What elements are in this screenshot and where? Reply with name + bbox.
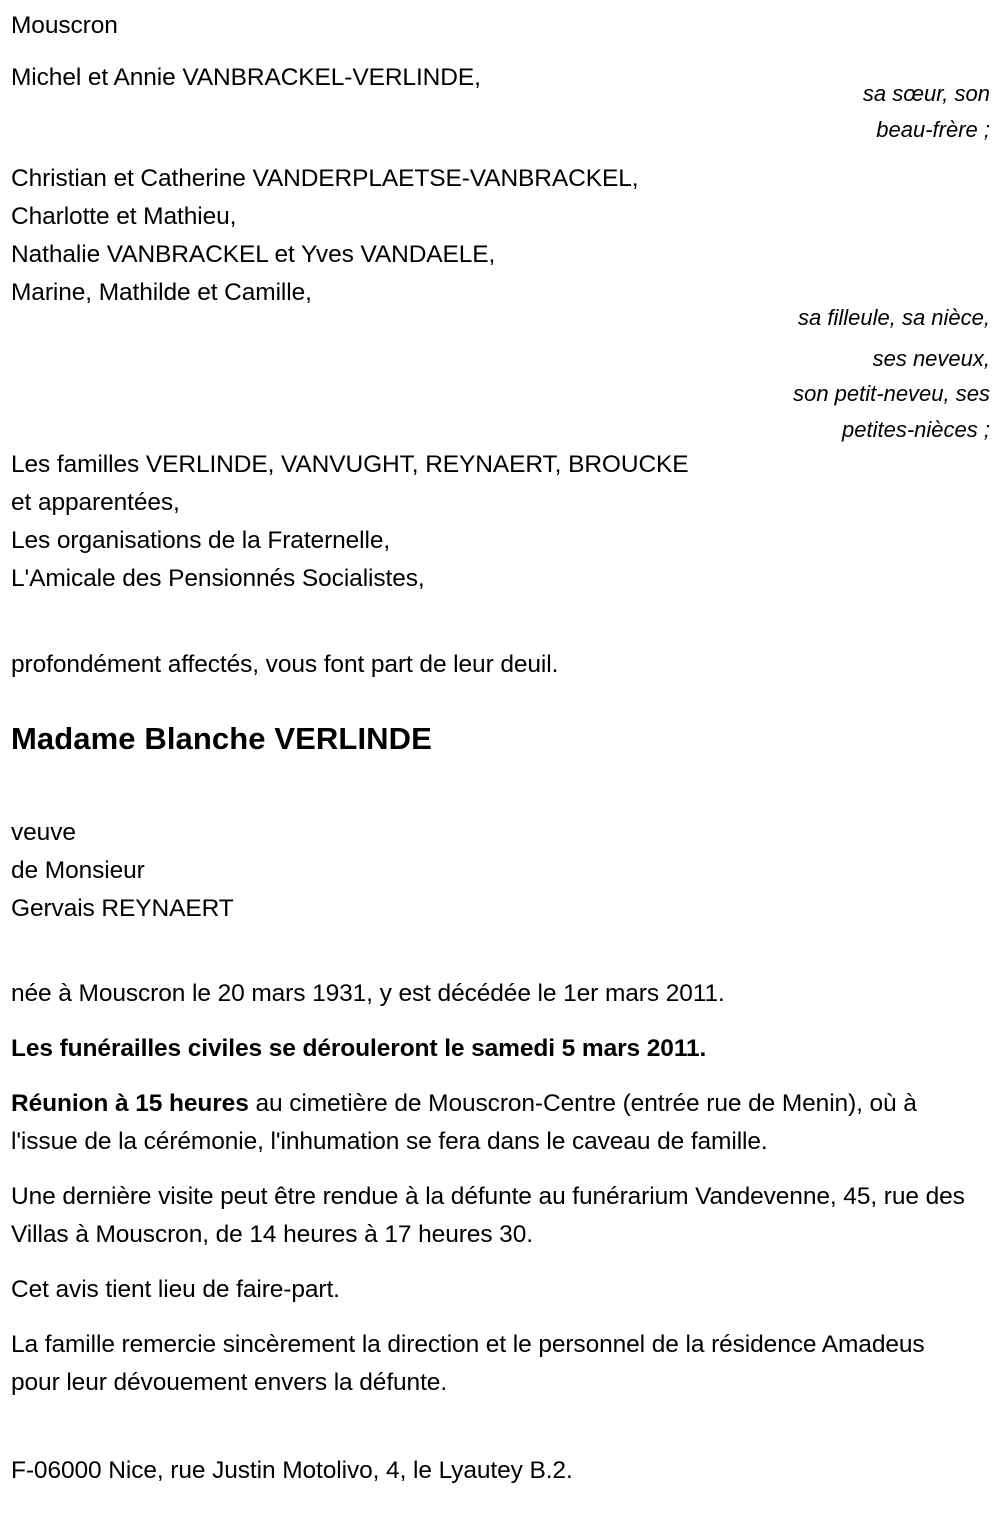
announcer-line: Christian et Catherine VANDERPLAETSE-VANBRACKEL, (11, 165, 639, 192)
funeral-paragraph (11, 1030, 977, 1068)
notice-paragraph: Cet avis tient lieu de faire-part. (11, 1276, 340, 1303)
relationship-line: sa filleule, sa nièce, (798, 305, 990, 330)
announcer-line: Les organisations de la Fraternelle, (11, 527, 391, 554)
announcer-line: Marine, Mathilde et Camille, (11, 279, 312, 306)
details-block (11, 975, 977, 1402)
birth-death-paragraph: née à Mouscron le 20 mars 1931, y est décédée le 1er mars 2011. (11, 980, 725, 1007)
announcer-line: Les familles VERLINDE, VANVUGHT, REYNAERT, BROUCKE (11, 451, 689, 478)
status-line: veuve (11, 819, 76, 846)
relationship-line: petites-nièces ; (842, 417, 990, 442)
deceased-status-block (11, 814, 711, 928)
announcer-line: L'Amicale des Pensionnés Socialistes, (11, 565, 425, 592)
announcer-group-2 (11, 160, 711, 312)
relationship-caption-2 (470, 300, 990, 453)
deceased-name: Madame Blanche VERLINDE (11, 721, 432, 756)
status-line: Gervais REYNAERT (11, 895, 234, 922)
announcer-line: et apparentées, (11, 489, 180, 516)
thanks-paragraph: La famille remercie sincèrement la direction et le personnel de la résidence Amadeus pour leur dévouement envers la défunte. (11, 1331, 925, 1396)
relationship-line: beau-frère ; (876, 117, 990, 142)
locality-block (11, 7, 711, 45)
meeting-detail-text: au cimetière de Mouscron-Centre (entrée rue de Menin), où à l'issue de la cérémonie, l'inhumation se fera dans le caveau de famille. (11, 1090, 917, 1155)
visit-paragraph: Une dernière visite peut être rendue à la défunte au funérarium Vandevenne, 45, rue des Villas à Mouscron, de 14 heures à 17 heures 30. (11, 1183, 965, 1248)
funeral-bold-text: Les funérailles civiles se dérouleront le samedi 5 mars 2011. (11, 1035, 707, 1062)
relationship-line: ses neveux, (872, 346, 990, 371)
address-line: F-06000 Nice, rue Justin Motolivo, 4, le Lyautey B.2. (11, 1457, 573, 1484)
relationship-caption-1 (470, 76, 990, 148)
announcer-line: Charlotte et Mathieu, (11, 203, 237, 230)
relationship-line: son petit-neveu, ses (793, 381, 990, 406)
meeting-paragraph (11, 1085, 977, 1161)
announcer-line: Nathalie VANBRACKEL et Yves VANDAELE, (11, 241, 496, 268)
status-line: de Monsieur (11, 857, 145, 884)
meeting-time-bold: Réunion à 15 heures (11, 1090, 249, 1117)
announcer-group-3 (11, 446, 711, 598)
announcer-line: Michel et Annie VANBRACKEL-VERLINDE, (11, 64, 481, 91)
announcement-closing (11, 646, 711, 684)
locality-text: Mouscron (11, 12, 118, 39)
relationship-line: sa sœur, son (862, 81, 990, 106)
closing-text: profondément affectés, vous font part de leur deuil. (11, 651, 559, 678)
